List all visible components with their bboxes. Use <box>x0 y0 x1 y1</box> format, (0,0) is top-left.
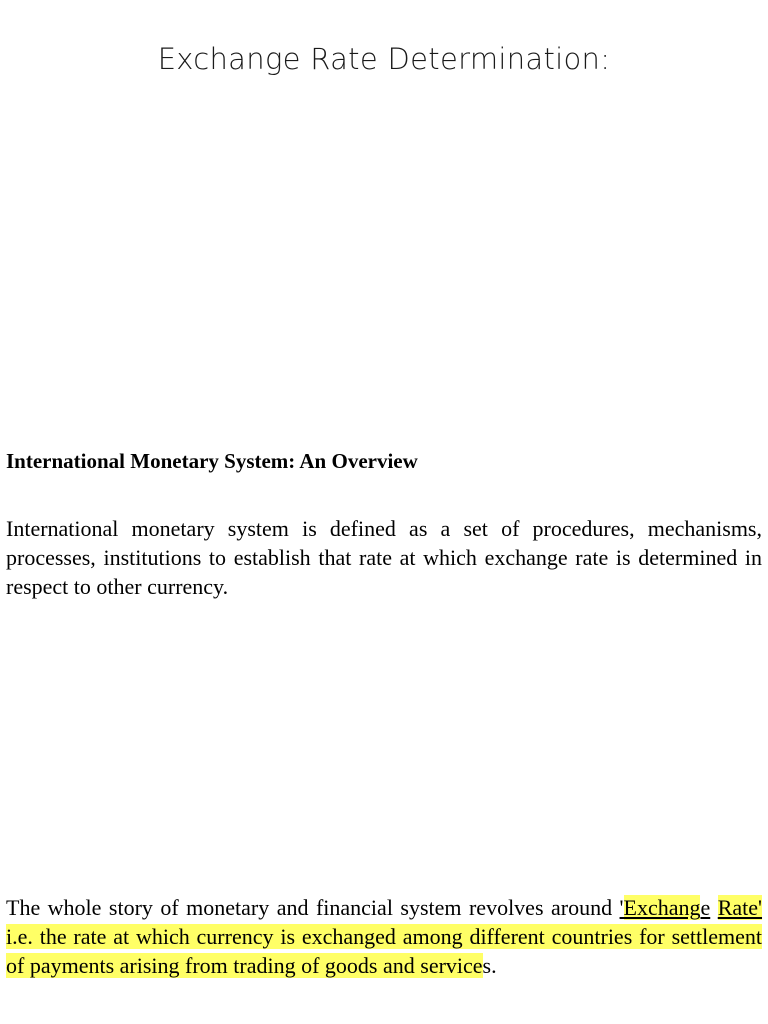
highlighted-body: i.e. the rate at which currency is exchanged among different countries for settlement of payments arising from trading of goods and service <box>6 924 762 978</box>
paragraph-lead-text: The whole story of monetary and financial system revolves around <box>6 895 620 920</box>
paragraph-definition: International monetary system is defined as a set of procedures, mechanisms, processes, institutions to establish that rate at which exchange rate is determined in respect to other currency. <box>6 516 762 599</box>
term-rest-letter: e <box>700 895 711 920</box>
section-heading: International Monetary System: An Overview <box>6 449 418 473</box>
slide-title: Exchange Rate Determination: <box>157 42 611 76</box>
paragraph-tail: s. <box>482 953 497 978</box>
highlighted-term: Exchang <box>623 895 701 920</box>
paragraph-exchange-rate <box>6 893 762 980</box>
term-line2: Rate' <box>717 895 763 920</box>
quote-open: ' <box>619 895 624 920</box>
